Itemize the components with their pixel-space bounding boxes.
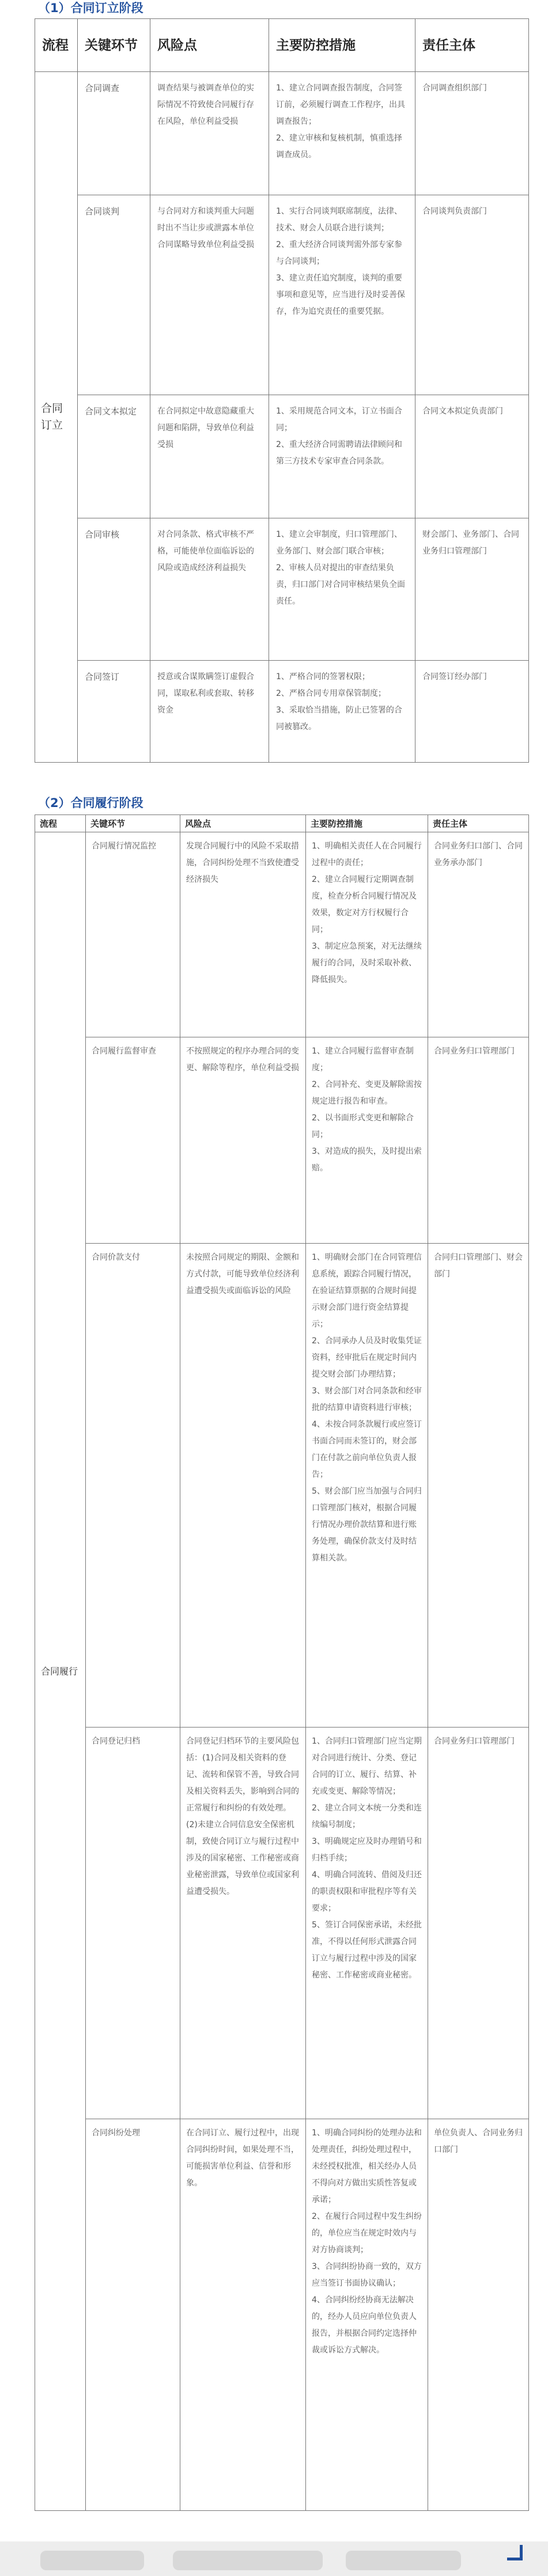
- owner-cell: 财会部门、业务部门、合同业务归口管理部门: [415, 518, 529, 661]
- risk-cell: 发现合同履行中的风险不采取措施，合同纠纷处理不当致使遭受经济损失: [180, 832, 306, 1037]
- header-measures: 主要防控措施: [306, 815, 428, 832]
- measures-cell: 1、实行合同谈判联席制度，法律、技术、财会人员联合进行谈判； 2、重大经济合同谈判需外部专家参与合同谈判； 3、建立责任追究制度，谈判的重要事项和意见等，应当进行及时妥善保存，作为追究责任的重要凭据。: [269, 195, 415, 395]
- risk-cell: 调查结果与被调查单位的实际情况不符致使合同履行存在风险，单位利益受损: [150, 72, 269, 195]
- owner-cell: 合同文本拟定负责部门: [415, 395, 529, 518]
- measures-cell: 1、明确合同纠纷的处理办法和处理责任，纠纷处理过程中，未经授权批准，相关经办人员不得向对方做出实质性答复或承诺； 2、在履行合同过程中发生纠纷的，单位应当在规定时效内与对方协商谈判； 3、合同纠纷协商一致的，双方应当签订书面协议确认； 4、合同纠纷经协商无法解决的，经办人员应向单位负责人报告，并根据合同约定选择仲裁或诉讼方式解决。: [306, 2119, 428, 2511]
- table-row: [35, 2119, 529, 2511]
- contract-signing-table: [35, 18, 529, 763]
- table-row: [35, 195, 529, 395]
- risk-cell: 对合同条款、格式审核不严格，可能使单位面临诉讼的风险或造成经济利益损失: [150, 518, 269, 661]
- owner-cell: 单位负责人、合同业务归口部门: [428, 2119, 529, 2511]
- owner-cell: 合同谈判负责部门: [415, 195, 529, 395]
- table-header-row: [35, 815, 529, 832]
- header-risk: 风险点: [180, 815, 306, 832]
- risk-cell: 在合同拟定中故意隐藏重大问题和陷阱，导致单位利益受损: [150, 395, 269, 518]
- table-row: [35, 72, 529, 195]
- owner-cell: 合同归口管理部门、财会部门: [428, 1244, 529, 1728]
- stage-cell: 合同价款支付: [86, 1244, 180, 1728]
- header-measures: 主要防控措施: [269, 19, 415, 72]
- owner-cell: 合同业务归口管理部门: [428, 1037, 529, 1244]
- process-cell: 合同订立: [35, 72, 78, 763]
- table-row: [35, 395, 529, 518]
- risk-cell: 在合同订立、履行过程中，出现合同纠纷时间，如果处理不当，可能损害单位利益、信誉和形象。: [180, 2119, 306, 2511]
- bottom-image-placeholder: [40, 2551, 144, 2570]
- owner-cell: 合同调查组织部门: [415, 72, 529, 195]
- header-owner: 责任主体: [415, 19, 529, 72]
- stage-cell: 合同纠纷处理: [86, 2119, 180, 2511]
- section-title-contract-signing: （1）合同订立阶段: [38, 1, 143, 15]
- table-row: [35, 1728, 529, 2119]
- risk-cell: 合同登记归档环节的主要风险包括：(1)合同及相关资料的登记、流转和保管不善，导致合同及相关资料丢失，影响到合同的正常履行和纠纷的有效处理。(2)未建立合同信息安全保密机制，致使合同订立与履行过程中涉及的国家秘密、工作秘密或商业秘密泄露，导致单位或国家利益遭受损失。: [180, 1728, 306, 2119]
- owner-cell: 合同业务归口管理部门: [428, 1728, 529, 2119]
- measures-cell: 1、建立合同履行监督审查制度； 2、合同补充、变更及解除需按规定进行报告和审查。 2、以书面形式变更和解除合同； 3、对造成的损失，及时提出索赔。: [306, 1037, 428, 1244]
- corner-bracket-icon: [507, 2545, 523, 2560]
- stage-cell: 合同谈判: [78, 195, 150, 395]
- header-process: 流程: [35, 19, 78, 72]
- risk-cell: 未按照合同规定的期限、金额和方式付款，可能导致单位经济利益遭受损失或面临诉讼的风险: [180, 1244, 306, 1728]
- header-stage: 关键环节: [86, 815, 180, 832]
- risk-cell: 授意或合谋欺瞒签订虚假合同，谋取私利或套取、转移资金: [150, 661, 269, 763]
- measures-cell: 1、严格合同的签署权限； 2、严格合同专用章保管制度； 3、采取恰当措施，防止已签署的合同被篡改。: [269, 661, 415, 763]
- bottom-image-placeholder: [173, 2551, 323, 2570]
- owner-cell: 合同签订经办部门: [415, 661, 529, 763]
- bottom-image-placeholder: [346, 2551, 461, 2570]
- owner-cell: 合同业务归口部门、合同业务承办部门: [428, 832, 529, 1037]
- measures-cell: 1、建立会审制度，归口管理部门、业务部门、财会部门联合审核； 2、审核人员对提出的审查结果负责，归口部门对合同审核结果负全面责任。: [269, 518, 415, 661]
- header-stage: 关键环节: [78, 19, 150, 72]
- risk-cell: 与合同对方和谈判重大问题时出不当让步或泄露本单位合同谋略导致单位利益受损: [150, 195, 269, 395]
- table-row: [35, 832, 529, 1037]
- stage-cell: 合同文本拟定: [78, 395, 150, 518]
- measures-cell: 1、合同归口管理部门应当定期对合同进行统计、分类、登记合同的订立、履行、结算、补充或变更、解除等情况； 2、建立合同文本统一分类和连续编号制度； 3、明确规定应及时办理销号和归档手续； 4、明确合同流转、借阅及归还的职责权限和审批程序等有关要求； 5、签订合同保密承诺，未经批准，不得以任何形式泄露合同订立与履行过程中涉及的国家秘密、工作秘密或商业秘密。: [306, 1728, 428, 2119]
- header-process: 流程: [35, 815, 86, 832]
- measures-cell: 1、明确相关责任人在合同履行过程中的责任； 2、建立合同履行定期调查制度，检查分析合同履行情况及效果，数定对方行权履行合同； 3、制定应急预案，对无法继续履行的合同，及时采取补救、降低损失。: [306, 832, 428, 1037]
- table-row: [35, 661, 529, 763]
- table-row: [35, 1037, 529, 1244]
- measures-cell: 1、采用规范合同文本，订立书面合同； 2、重大经济合同需聘请法律顾问和第三方技术专家审查合同条款。: [269, 395, 415, 518]
- table-row: [35, 1244, 529, 1728]
- stage-cell: 合同调查: [78, 72, 150, 195]
- stage-cell: 合同审核: [78, 518, 150, 661]
- risk-cell: 不按照规定的程序办理合同的变更、解除等程序，单位利益受损: [180, 1037, 306, 1244]
- stage-cell: 合同履行监督审查: [86, 1037, 180, 1244]
- section-title-contract-performance: （2）合同履行阶段: [38, 796, 143, 810]
- process-cell: 合同履行: [35, 832, 86, 2511]
- stage-cell: 合同履行情况监控: [86, 832, 180, 1037]
- header-risk: 风险点: [150, 19, 269, 72]
- table-row: [35, 518, 529, 661]
- stage-cell: 合同签订: [78, 661, 150, 763]
- contract-performance-table: [35, 815, 529, 2511]
- table-header-row: [35, 19, 529, 72]
- header-owner: 责任主体: [428, 815, 529, 832]
- stage-cell: 合同登记归档: [86, 1728, 180, 2119]
- measures-cell: 1、明确财会部门在合同管理信息系统，跟踪合同履行情况，在验证结算票据的合规时间提示财会部门进行资金结算提示； 2、合同承办人员及时收集凭证资料，经审批后在规定时间内提交财会部门办理结算； 3、财会部门对合同条款和经审批的结算申请资料进行审核； 4、未按合同条款履行或应签订书面合同而未签订的，财会部门在付款之前向单位负责人报告； 5、财会部门应当加强与合同归口管理部门核对，根据合同履行情况办理价款结算和进行账务处理，确保价款支付及时结算相关款。: [306, 1244, 428, 1728]
- measures-cell: 1、建立合同调查报告制度，合同签订前，必须履行调查工作程序，出具调查报告； 2、建立审核和复核机制，慎重选择调查成员。: [269, 72, 415, 195]
